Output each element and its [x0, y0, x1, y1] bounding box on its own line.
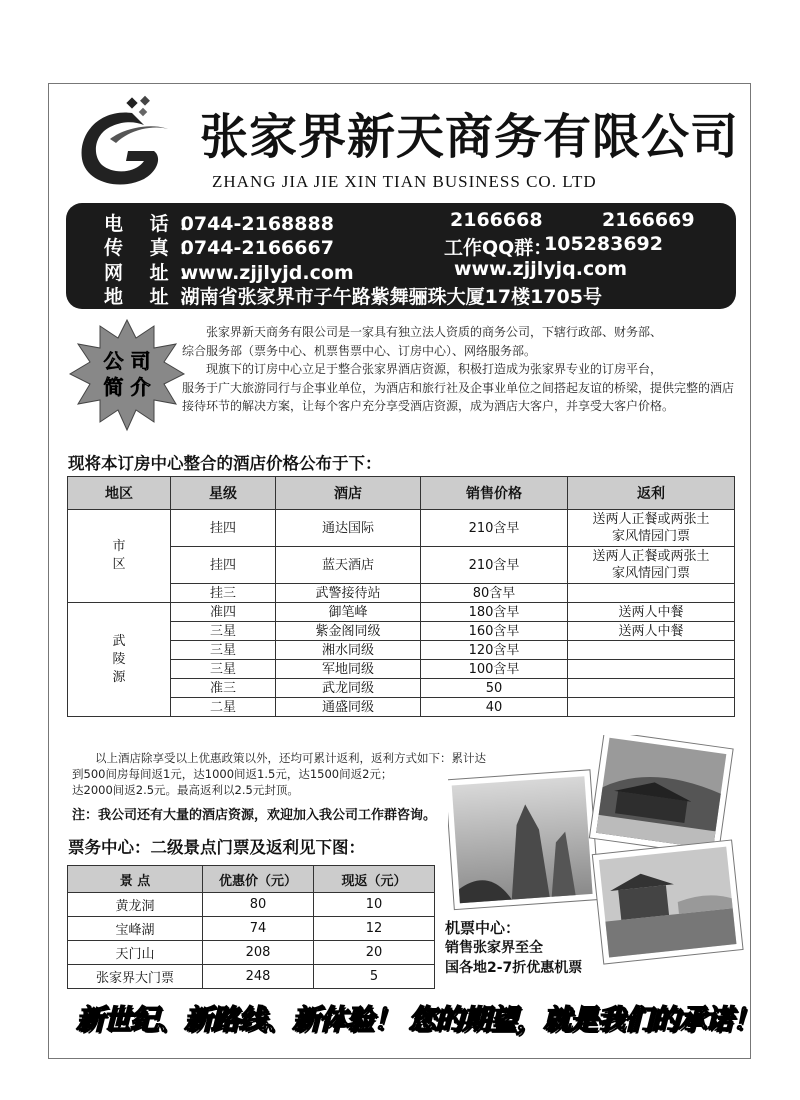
cell-rebate [568, 584, 735, 603]
phone-number-3: 2166669 [602, 209, 695, 231]
company-title: 张家界新天商务有限公司 [200, 109, 740, 165]
cell-price: 210含早 [421, 547, 568, 584]
cell-hotel: 紫金阁同级 [276, 622, 421, 641]
web-label: 网 址： [104, 262, 208, 284]
rebate-note-line-3: 达2000间返2.5元。最高返利以2.5元封顶。 [72, 783, 299, 797]
phone-number-1: 0744-2168888 [180, 213, 334, 235]
cell-hotel: 通达国际 [276, 510, 421, 547]
airline-line-2: 国各地2-7折优惠机票 [445, 960, 583, 976]
cell-star: 三星 [171, 641, 276, 660]
address-row [104, 282, 602, 306]
mountain-photo [448, 770, 599, 910]
table-row [68, 917, 435, 941]
table-header-row [68, 477, 735, 510]
region-wly-label: 武陵源 [112, 633, 126, 685]
website-1[interactable]: www.zjjlyjd.com [180, 262, 354, 284]
airline-center [445, 918, 625, 978]
badge-line-1: 公 司 [103, 349, 151, 373]
cell-star: 三星 [171, 660, 276, 679]
cell-rebate [568, 679, 735, 698]
col-price: 销售价格 [421, 477, 568, 510]
company-logo-icon [70, 95, 180, 195]
col-hotel: 酒店 [276, 477, 421, 510]
cell-hotel: 通盛同级 [276, 698, 421, 717]
cell-rebate: 20 [314, 941, 435, 965]
cell-spot: 宝峰湖 [68, 917, 203, 941]
cell-price: 100含早 [421, 660, 568, 679]
fax-row [104, 233, 334, 257]
address-label: 地 址： [104, 286, 208, 308]
cell-price: 120含早 [421, 641, 568, 660]
cell-rebate [568, 698, 735, 717]
cell-rebate [568, 660, 735, 679]
cell-star: 三星 [171, 622, 276, 641]
intro-para-2-cont: 服务于广大旅游同行与企事业单位，为酒店和旅行社及企事业单位之间搭起友谊的桥梁，提供完整的酒店接待环节的解决方案，让每个客户充分享受酒店资源，成为酒店大客户，并享受大客户价格。 [182, 380, 735, 413]
col-spot: 景 点 [68, 866, 203, 893]
cell-spot: 天门山 [68, 941, 203, 965]
slogan-left: 新世纪、新路线、新体验！ [76, 1003, 401, 1036]
company-subtitle: ZHANG JIA JIE XIN TIAN BUSINESS CO. LTD [212, 172, 597, 191]
cell-rebate: 5 [314, 965, 435, 989]
col-region: 地区 [68, 477, 171, 510]
cell-rebate: 送两人中餐 [568, 622, 735, 641]
ticket-section-heading: 票务中心：二级景点门票及返利见下图： [68, 838, 365, 857]
airline-title: 机票中心： [445, 919, 521, 937]
cell-star: 挂四 [171, 510, 276, 547]
cell-star: 准四 [171, 603, 276, 622]
region-city-label: 市区 [112, 539, 126, 572]
slogan-right: 您的期望，就是我们的承诺！ [408, 1003, 760, 1036]
cell-price: 74 [203, 917, 314, 941]
cell-hotel: 湘水同级 [276, 641, 421, 660]
resource-note: 注：我公司还有大量的酒店资源，欢迎加入我公司工作群咨询。 [72, 808, 437, 823]
fax-number: 0744-2166667 [180, 237, 334, 259]
table-row [68, 893, 435, 917]
badge-line-2: 简 介 [103, 375, 151, 399]
cell-price: 248 [203, 965, 314, 989]
website-2[interactable]: www.zjjlyjq.com [454, 258, 628, 280]
table-row [68, 603, 735, 622]
region-wulingyuan [68, 603, 171, 717]
contact-panel [66, 203, 736, 309]
qq-number: 105283692 [544, 233, 663, 255]
cell-hotel: 武龙同级 [276, 679, 421, 698]
table-row [68, 941, 435, 965]
airline-line-1: 销售张家界至全 [445, 940, 543, 956]
cell-price: 180含早 [421, 603, 568, 622]
cell-star: 挂四 [171, 547, 276, 584]
address-text: 湖南省张家界市子午路紫舞骊珠大厦17楼1705号 [180, 286, 602, 308]
cell-spot: 张家界大门票 [68, 965, 203, 989]
cell-rebate: 10 [314, 893, 435, 917]
cell-price: 80 [203, 893, 314, 917]
intro-para-2: 现旗下的订房中心立足于整合张家界酒店资源，积极打造成为张家界专业的订房平台， [206, 362, 663, 376]
village-photo [589, 735, 733, 856]
cell-star: 二星 [171, 698, 276, 717]
cell-rebate: 送两人中餐 [568, 603, 735, 622]
cell-price: 208 [203, 941, 314, 965]
intro-para-1-cont: 综合服务部（票务中心、机票售票中心、订房中心）、网络服务部。 [182, 343, 537, 358]
cell-star: 挂三 [171, 584, 276, 603]
table-row [68, 510, 735, 547]
website-row [104, 258, 354, 282]
cell-rebate: 12 [314, 917, 435, 941]
col-star: 星级 [171, 477, 276, 510]
cell-price: 50 [421, 679, 568, 698]
col-discount-price: 优惠价（元） [203, 866, 314, 893]
hotel-section-heading: 现将本订房中心整合的酒店价格公布于下： [68, 454, 382, 473]
cell-price: 160含早 [421, 622, 568, 641]
cell-hotel: 御笔峰 [276, 603, 421, 622]
cell-star: 准三 [171, 679, 276, 698]
hotel-price-table [67, 476, 735, 717]
region-city [68, 510, 171, 603]
col-cash-rebate: 现返（元） [314, 866, 435, 893]
company-intro [182, 323, 737, 416]
rebate-note-line-1: 以上酒店除享受以上优惠政策以外，还均可累计返利，返利方式如下：累计达 [95, 751, 486, 765]
cell-hotel: 武警接待站 [276, 584, 421, 603]
phone-label: 电 话： [104, 213, 208, 235]
cell-hotel: 蓝天酒店 [276, 547, 421, 584]
ticket-table [67, 865, 435, 989]
cell-price: 210含早 [421, 510, 568, 547]
cell-hotel: 军地同级 [276, 660, 421, 679]
cell-price: 80含早 [421, 584, 568, 603]
fax-label: 传 真： [104, 237, 208, 259]
cell-rebate: 送两人正餐或两张土家风情园门票 [568, 510, 735, 547]
col-rebate: 返利 [568, 477, 735, 510]
phone-number-2: 2166668 [450, 209, 543, 231]
cell-rebate: 送两人正餐或两张土家风情园门票 [568, 547, 735, 584]
cell-spot: 黄龙洞 [68, 893, 203, 917]
qq-label: 工作QQ群： [444, 237, 553, 259]
table-row [68, 965, 435, 989]
rebate-note-line-2: 到500间房每间返1元，达1000间返1.5元，达1500间返2元； [72, 767, 393, 781]
phone-row [104, 209, 334, 233]
ticket-header-row [68, 866, 435, 893]
intro-para-1: 张家界新天商务有限公司是一家具有独立法人资质的商务公司，下辖行政部、财务部、 [206, 325, 663, 339]
cell-price: 40 [421, 698, 568, 717]
company-intro-badge [68, 318, 186, 438]
cell-rebate [568, 641, 735, 660]
